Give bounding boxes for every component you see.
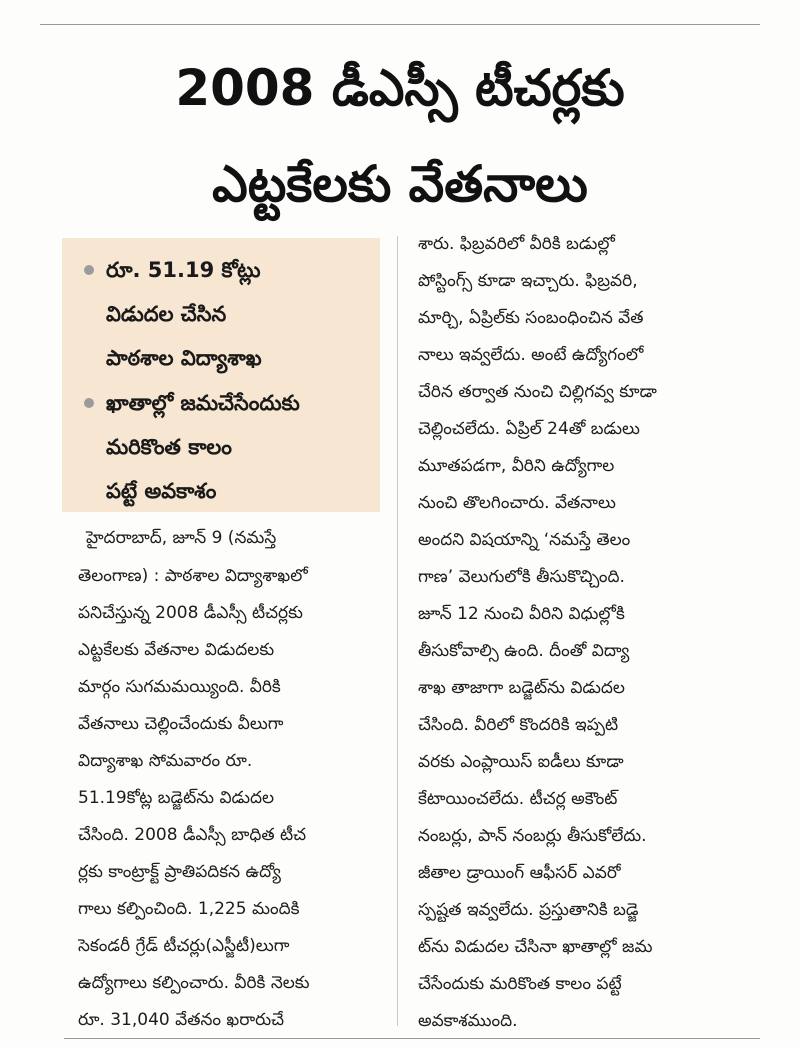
column-1-line: ఎట్టకేలకు వేతనాల విడుదలకు: [78, 640, 275, 660]
headline-line-2: ఎట్టకేలకు వేతనాలు: [212, 155, 588, 213]
highlight-2-line-3: పట్టే అవకాశం: [106, 479, 217, 503]
column-1-line: ర్లకు కాంట్రాక్ట్ ప్రాతిపదికన ఉద్యో: [78, 862, 281, 882]
column-divider: [397, 236, 398, 1026]
bottom-rule: [64, 1038, 760, 1039]
column-2-line: అవకాశముంది.: [418, 1011, 518, 1031]
column-2-line: చేరిన తర్వాత నుంచి చిల్లిగవ్వ కూడా: [418, 382, 657, 402]
column-1-line: 51.19కోట్ల బడ్జెట్‌ను విడుదల: [78, 788, 275, 808]
highlight-1-line-1: రూ. 51.19 కోట్లు: [106, 258, 261, 282]
column-2-line: జూన్ 12 నుంచి వీరిని విధుల్లోకి: [418, 604, 625, 624]
column-1-line: రూ. 31,040 వేతనం ఖరారుచే: [78, 1010, 285, 1030]
bullet-icon: [84, 265, 94, 275]
column-1-line: మార్గం సుగమమయ్యింది. వీరికి: [78, 677, 281, 697]
top-rule: [40, 24, 760, 25]
column-1-line: తెలంగాణ) : పాఠశాల విద్యాశాఖలో: [78, 566, 308, 586]
column-2-line: కేటాయించలేదు. టీచర్ల అకౌంట్: [418, 789, 618, 809]
column-2-line: చెల్లించలేదు. ఏప్రిల్ 24తో బడులు: [418, 419, 640, 439]
column-2-line: ట్‌ను విడుదల చేసినా ఖాతాల్లో జమ: [418, 937, 653, 957]
highlight-1-line-3: పాఠశాల విద్యాశాఖ: [106, 346, 262, 370]
column-1-line: ఉద్యోగాలు కల్పించారు. వీరికి నెలకు: [78, 973, 310, 993]
column-2-line: చేసింది. వీరిలో కొందరికి ఇప్పటి: [418, 715, 619, 735]
highlight-2-line-2: మరికొంత కాలం: [106, 435, 232, 459]
column-2-line: వరకు ఎంప్లాయిస్ ఐడీలు కూడా: [418, 752, 624, 772]
column-2-line: నాలు ఇవ్వలేదు. అంటే ఉద్యోగంలో: [418, 345, 644, 365]
column-2-line: శారు. ఫిబ్రవరిలో వీరికి బడుల్లో: [418, 234, 615, 254]
column-2-line: నంబర్లు, పాన్ నంబర్లు తీసుకోలేదు.: [418, 826, 647, 846]
headline-line-1: 2008 డీఎస్సీ టీచర్లకు: [175, 59, 625, 117]
column-2-line: పోస్టింగ్స్ కూడా ఇచ్చారు. ఫిబ్రవరి,: [418, 271, 638, 291]
column-2-line: చేసేందుకు మరికొంత కాలం పట్టే: [418, 974, 622, 994]
column-2-line: తీసుకోవాల్సి ఉంది. దీంతో విద్యా: [418, 641, 630, 661]
bullet-icon: [84, 398, 94, 408]
column-1-line: గాలు కల్పించింది. 1,225 మందికి: [78, 899, 300, 919]
column-1-line: విద్యాశాఖ సోమవారం రూ.: [78, 751, 253, 771]
column-2-line: అందని విషయాన్ని ‘నమస్తే తెలం: [418, 530, 631, 550]
column-1-line: సెకండరీ గ్రేడ్ టీచర్లు(ఎస్జీటీ)లుగా: [78, 936, 290, 956]
column-2-line: గాణ’ వెలుగులోకి తీసుకొచ్చింది.: [418, 567, 625, 587]
column-2-line: మార్చి, ఏప్రిల్‌కు సంబంధించిన వేత: [418, 308, 644, 328]
highlight-2-line-1: ఖాతాల్లో జమచేసేందుకు: [106, 391, 300, 415]
column-1-line: పనిచేస్తున్న 2008 డీఎస్సీ టీచర్లకు: [78, 603, 303, 623]
column-1-line: చేసింది. 2008 డీఎస్సీ బాధిత టీచ: [78, 825, 307, 845]
column-2-line: నుంచి తొలగించారు. వేతనాలు: [418, 493, 616, 513]
column-2-line: మూతపడగా, వీరిని ఉద్యోగాల: [418, 456, 615, 476]
highlight-1-line-2: విడుదల చేసిన: [106, 302, 227, 326]
column-1-line: హైదరాబాద్, జూన్ 9 (నమస్తే: [86, 528, 277, 548]
column-1-line: వేతనాలు చెల్లించేందుకు వీలుగా: [78, 714, 284, 734]
column-2-line: శాఖ తాజాగా బడ్జెట్‌ను విడుదల: [418, 678, 625, 698]
column-2-line: జీతాల డ్రాయింగ్ ఆఫీసర్ ఎవరో: [418, 863, 621, 883]
column-2-line: స్పష్టత ఇవ్వలేదు. ప్రస్తుతానికి బడ్జె: [418, 900, 639, 920]
